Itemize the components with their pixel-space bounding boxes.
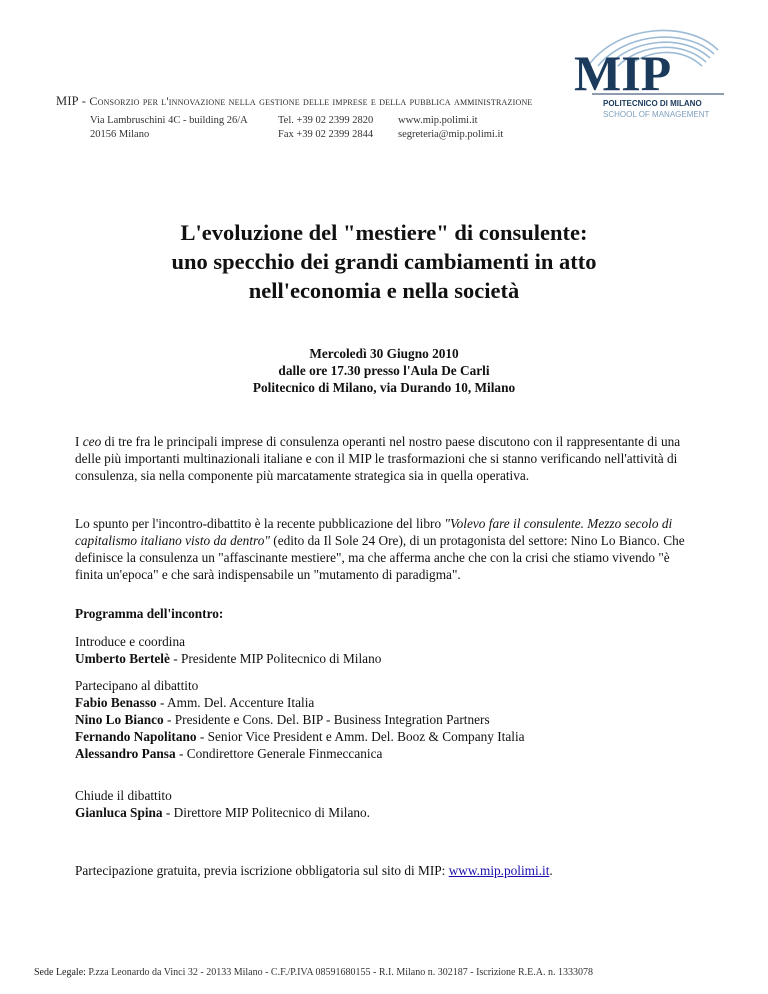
moderator-role: - Presidente MIP Politecnico di Milano <box>169 651 382 666</box>
event-venue: Politecnico di Milano, via Durando 10, Milano <box>252 380 516 395</box>
logo-wordmark: MIP <box>574 45 672 101</box>
p1-start: I <box>75 434 83 449</box>
panel-block <box>75 677 695 762</box>
phone: Tel. +39 02 2399 2820 <box>278 115 374 126</box>
letterhead-org-line <box>56 94 533 109</box>
moderator-block <box>75 633 695 667</box>
closer-role: - Direttore MIP Politecnico di Milano. <box>162 805 370 820</box>
panelist-3 <box>75 728 695 745</box>
program-heading <box>75 605 695 622</box>
panelist-role: - Presidente e Cons. Del. BIP - Business Integration Partners <box>163 712 490 727</box>
org-name: MIP <box>56 94 79 108</box>
panelist-2 <box>75 711 695 728</box>
panelist-name: Nino Lo Bianco <box>75 712 164 727</box>
panel-label: Partecipano al dibattito <box>75 678 199 693</box>
p2-start: Lo spunto per l'incontro-dibattito è la recente pubblicazione del libro <box>75 516 445 531</box>
title-line-3: nell'economia e nella società <box>248 278 520 303</box>
panelist-role: - Amm. Del. Accenture Italia <box>156 695 315 710</box>
registration-end: . <box>549 863 553 878</box>
footer-text: P.zza Leonardo da Vinci 32 - 20133 Milano - C.F./P.IVA 08591680155 - R.I. Milano n. 302187 - Iscrizione R.E.A. n. 1333078 <box>85 967 593 978</box>
book-title: "Volevo fare il consulente. Mezzo secolo di capitalismo italiano visto da dentro" <box>75 516 673 548</box>
email: segreteria@mip.polimi.it <box>398 129 504 140</box>
registration-line <box>75 862 695 879</box>
fax: Fax +39 02 2399 2844 <box>278 129 374 140</box>
moderator-name: Umberto Bertelè <box>75 651 170 666</box>
p2-rest: (edito da Il Sole 24 Ore), di un protagonista del settore: Nino Lo Bianco. Che definisce la consulenza un "affascinante mestiere", ma che afferma anche che con la crisi che stiamo vivendo "è finita un'epoca" e che sarà indispensabile un "mutamento di paradigma". <box>75 533 685 582</box>
mip-logo <box>558 20 728 130</box>
moderator-label: Introduce e coordina <box>75 634 186 649</box>
registration-text: Partecipazione gratuita, previa iscrizione obbligatoria sul sito di MIP: <box>75 863 449 878</box>
event-time-place: dalle ore 17.30 presso l'Aula De Carli <box>278 363 490 378</box>
address-line-2: 20156 Milano <box>90 129 150 140</box>
panelist-name: Alessandro Pansa <box>75 746 176 761</box>
address-block <box>90 114 248 142</box>
contact-web-block <box>398 114 503 142</box>
closer-label: Chiude il dibattito <box>75 788 172 803</box>
org-dash: - <box>78 94 90 108</box>
moderator-line <box>75 650 695 667</box>
address-line-1: Via Lambruschini 4C - building 26/A <box>90 115 248 126</box>
intro-paragraph-2 <box>75 515 695 583</box>
document-title <box>0 218 768 305</box>
panelist-role: - Senior Vice President e Amm. Del. Booz & Company Italia <box>196 729 525 744</box>
closer-line <box>75 804 695 821</box>
panelist-name: Fabio Benasso <box>75 695 157 710</box>
ceo-term: ceo <box>82 434 102 449</box>
title-line-1: L'evoluzione del "mestiere" di consulente: <box>180 220 588 245</box>
panelist-name: Fernando Napolitano <box>75 729 197 744</box>
footer-label: Sede Legale: <box>34 967 86 978</box>
p1-rest: di tre fra le principali imprese di consulenza operanti nel nostro paese discutono con il rappresentante di una delle più importanti multinazionali italiane e con il MIP le trasformazioni che si stanno verificando nell'attività di consulenza, sia nella componente più marcatamente strategica sia in quella operativa. <box>75 434 681 483</box>
website: www.mip.polimi.it <box>398 115 478 126</box>
intro-paragraph-1 <box>75 433 695 484</box>
panelist-1 <box>75 694 695 711</box>
closer-block <box>75 787 695 821</box>
panelist-4 <box>75 745 695 762</box>
event-details <box>0 345 768 396</box>
closer-name: Gianluca Spina <box>75 805 163 820</box>
registration-link[interactable]: www.mip.polimi.it <box>448 863 550 878</box>
event-date: Mercoledì 30 Giugno 2010 <box>309 346 459 361</box>
org-description: Consorzio per l'innovazione nella gestione delle imprese e della pubblica amministrazione <box>89 94 533 108</box>
contact-phone-block <box>278 114 373 142</box>
logo-line-1: POLITECNICO DI MILANO <box>603 99 702 108</box>
title-line-2: uno specchio dei grandi cambiamenti in atto <box>171 249 597 274</box>
program-heading-text: Programma dell'incontro: <box>75 606 224 621</box>
legal-footer <box>34 967 593 978</box>
logo-line-2: SCHOOL OF MANAGEMENT <box>603 110 710 119</box>
panelist-role: - Condirettore Generale Finmeccanica <box>175 746 383 761</box>
